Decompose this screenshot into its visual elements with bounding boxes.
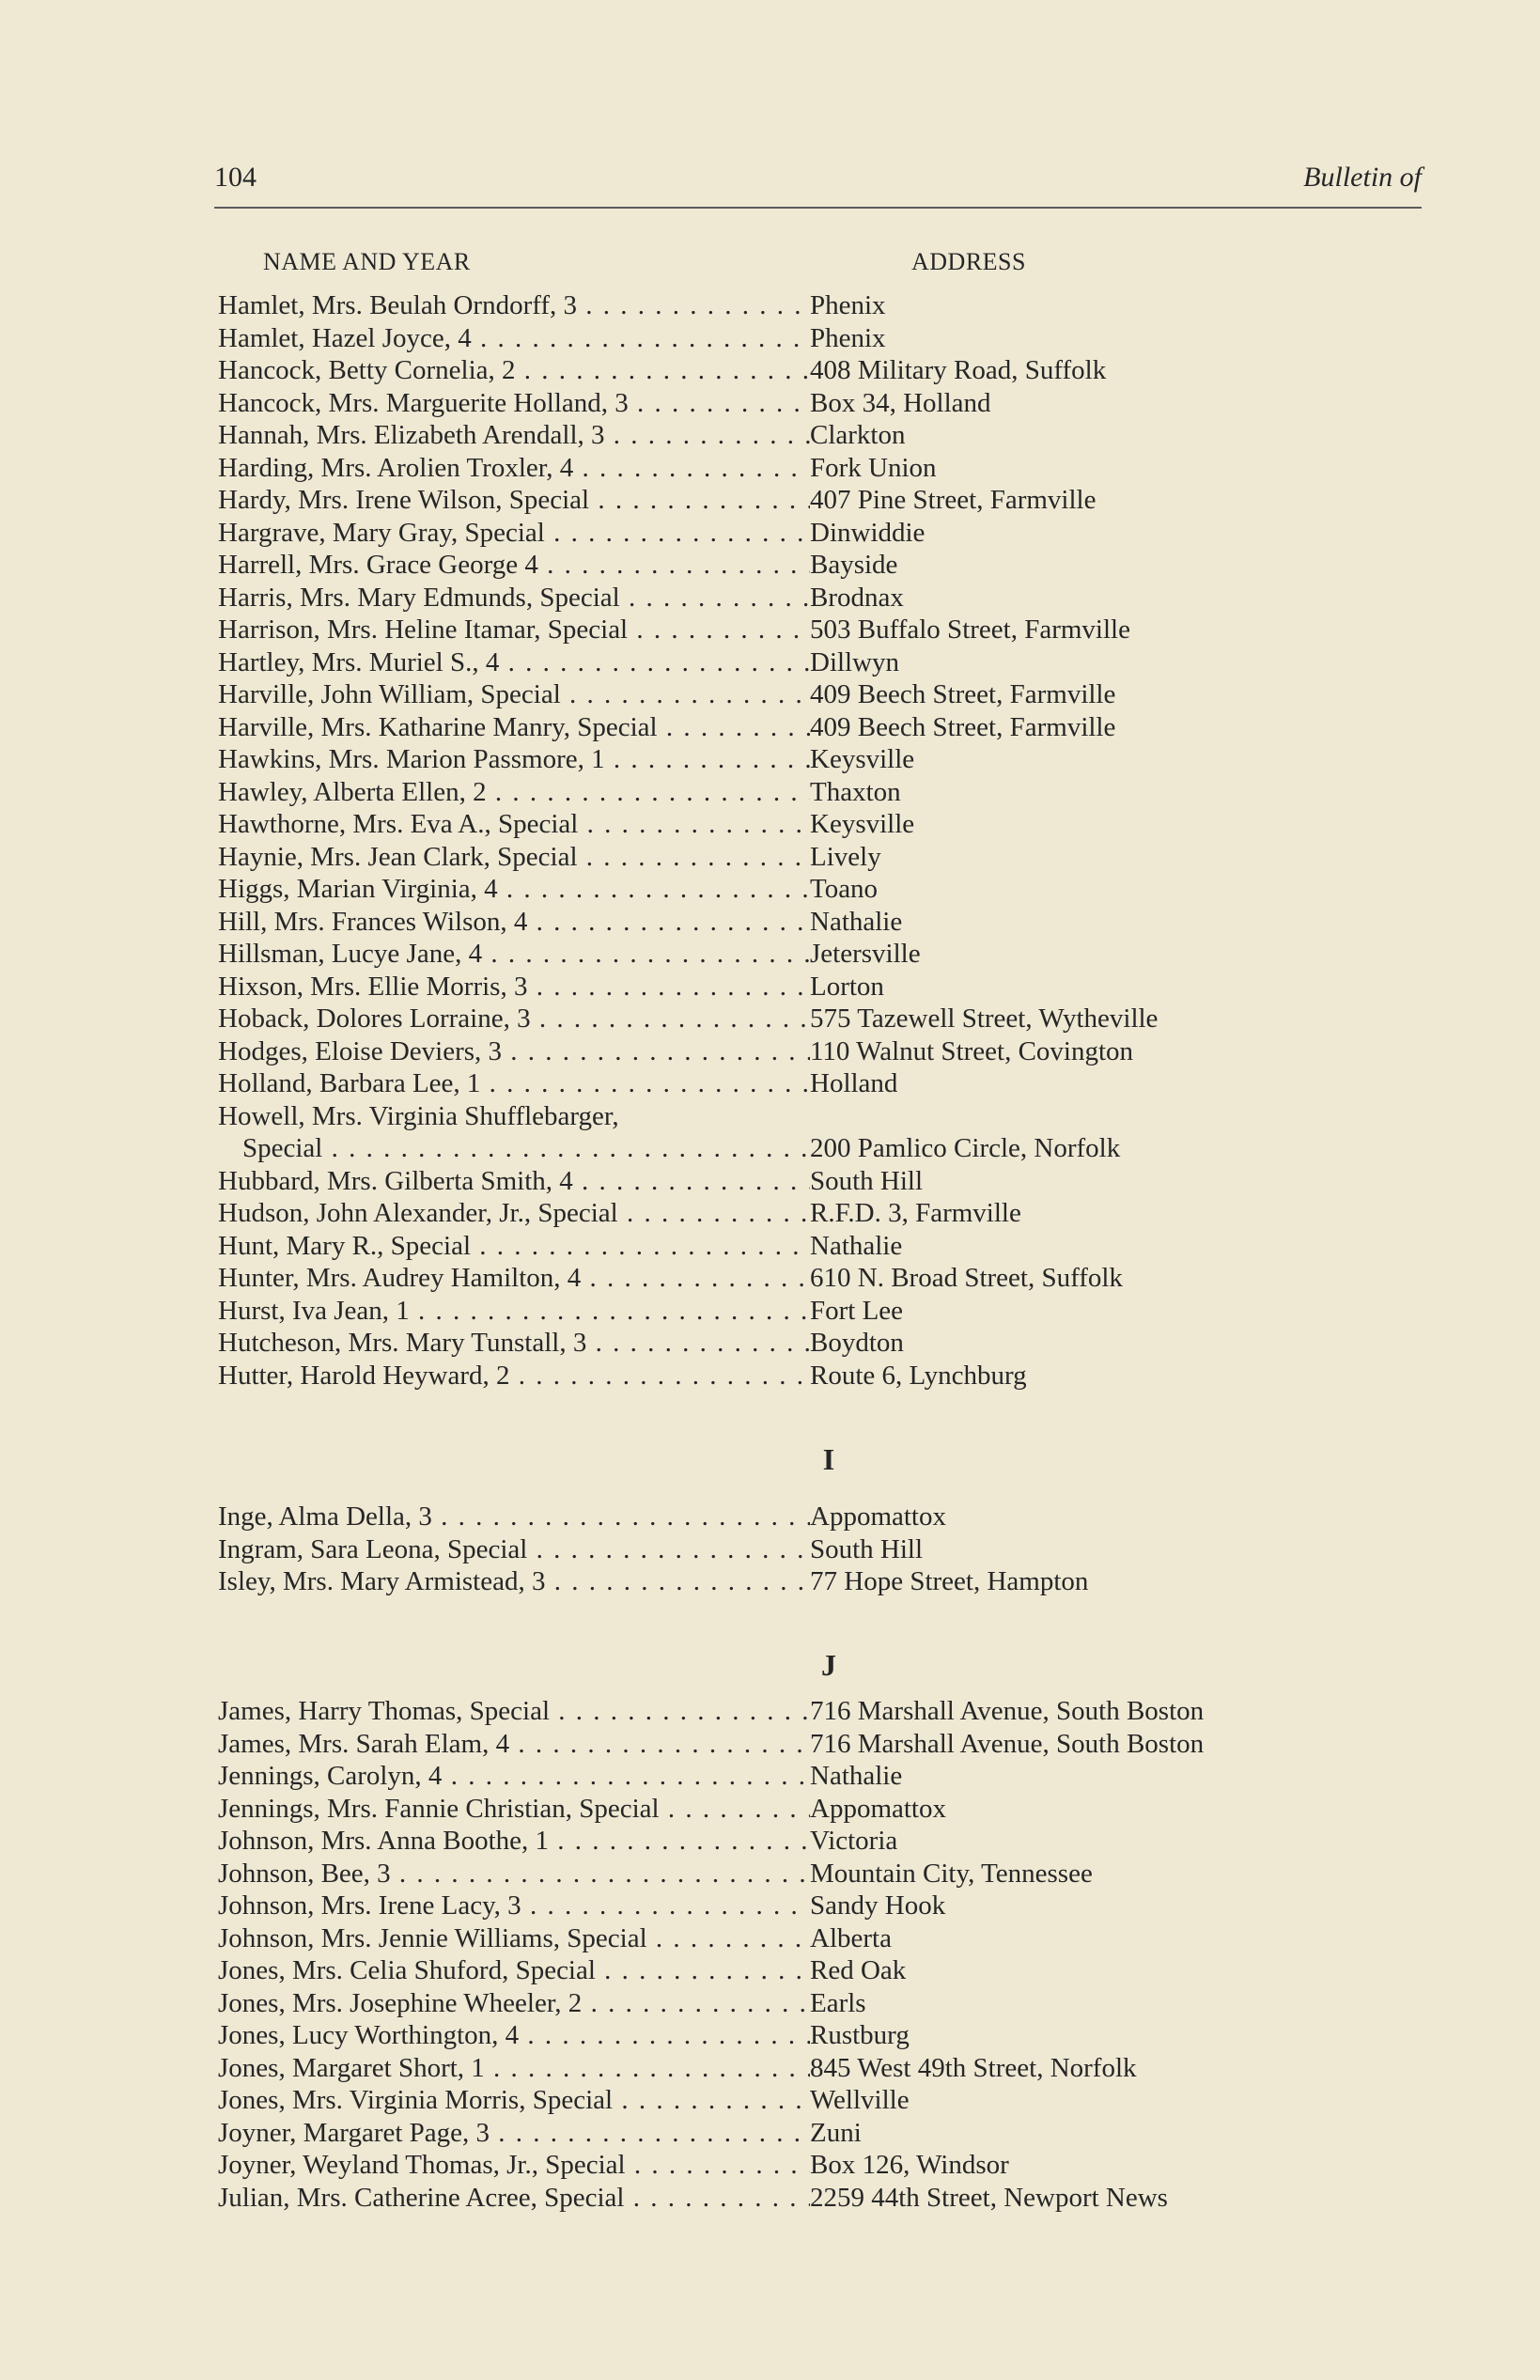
student-name: James, Mrs. Sarah Elam, 4 . . . [218, 1728, 810, 1761]
directory-entry [218, 452, 1439, 485]
directory-entry [218, 1197, 1439, 1230]
student-address: Dillwyn [810, 646, 900, 677]
student-name: Jones, Lucy Worthington, 4 . . . [218, 2019, 810, 2052]
directory-entry [218, 484, 1439, 517]
student-name: Joyner, Weyland Thomas, Jr., Special . . . [218, 2149, 810, 2182]
student-name: Hamlet, Hazel Joyce, 4 . . . [218, 322, 810, 355]
directory-entry [218, 2182, 1439, 2215]
student-name: Ingram, Sara Leona, Special . . . [218, 1533, 810, 1566]
directory-entry [218, 776, 1439, 809]
student-name: Johnson, Mrs. Irene Lacy, 3 . . . [218, 1890, 810, 1922]
student-address: Thaxton [810, 776, 901, 807]
directory-entry [218, 1890, 1439, 1922]
address-column-header: ADDRESS [911, 248, 1026, 275]
student-address: 407 Pine Street, Farmville [810, 485, 1097, 515]
student-address: Jetersville [810, 939, 921, 969]
directory-entry [218, 1987, 1439, 2020]
student-name: Hutter, Harold Heyward, 2 . . . [218, 1360, 810, 1392]
student-address: Keysville [810, 809, 915, 839]
entry-list [218, 1695, 1439, 2214]
student-name: Higgs, Marian Virginia, 4 . . . [218, 873, 810, 906]
student-address: Sandy Hook [810, 1890, 946, 1921]
student-name: Jones, Mrs. Virginia Morris, Special . . . [218, 2084, 810, 2117]
student-name: Hunter, Mrs. Audrey Hamilton, 4 . . . [218, 1262, 810, 1295]
student-address: Mountain City, Tennessee [810, 1858, 1093, 1889]
section-letter: J [821, 1648, 836, 1682]
directory-entry [218, 2019, 1439, 2052]
student-name: Johnson, Mrs. Jennie Williams, Special . . . [218, 1922, 810, 1955]
student-address: Boydton [810, 1328, 904, 1358]
student-address: 575 Tazewell Street, Wytheville [810, 1003, 1159, 1034]
student-address: 845 West 49th Street, Norfolk [810, 2052, 1137, 2083]
directory-entry [218, 1695, 1439, 1728]
directory-entry [218, 1327, 1439, 1360]
student-name: Joyner, Margaret Page, 3 . . . [218, 2117, 810, 2150]
directory-entry [218, 1728, 1439, 1761]
student-name: Hixson, Mrs. Ellie Morris, 3 . . . [218, 971, 810, 1003]
directory-entry [218, 322, 1439, 355]
student-address: South Hill [810, 1533, 924, 1564]
student-name: Johnson, Mrs. Anna Boothe, 1 . . . [218, 1825, 810, 1858]
student-name: Hubbard, Mrs. Gilberta Smith, 4 . . . [218, 1165, 810, 1198]
student-name: Hodges, Eloise Deviers, 3 . . . [218, 1035, 810, 1068]
directory-entry [218, 1035, 1439, 1068]
student-address: Phenix [810, 290, 886, 320]
student-address: Toano [810, 874, 879, 904]
directory-entry [218, 1003, 1439, 1035]
entry-list [218, 1501, 1439, 1598]
student-address: 610 N. Broad Street, Suffolk [810, 1263, 1123, 1293]
student-name: Hutcheson, Mrs. Mary Tunstall, 3 . . . [218, 1327, 810, 1360]
directory-entry [218, 1360, 1439, 1392]
student-address: 409 Beech Street, Farmville [810, 679, 1116, 709]
student-address: Dinwiddie [810, 517, 926, 548]
student-address: Brodnax [810, 582, 904, 613]
directory-entry [218, 1100, 1439, 1165]
student-address: Lively [810, 841, 881, 872]
student-name: Harville, Mrs. Katharine Manry, Special . . . [218, 711, 810, 744]
directory-entry [218, 2084, 1439, 2117]
student-address: Box 126, Windsor [810, 2150, 1009, 2180]
student-address: 716 Marshall Avenue, South Boston [810, 1728, 1205, 1759]
student-address: Red Oak [810, 1955, 907, 1985]
directory-entry [218, 873, 1439, 906]
student-name: Hurst, Iva Jean, 1 . . . [218, 1295, 810, 1328]
directory-entry [218, 1262, 1439, 1295]
directory-entry [218, 614, 1439, 646]
directory-entry [218, 1793, 1439, 1826]
student-name: Hartley, Mrs. Muriel S., 4 . . . [218, 646, 810, 679]
student-address: Earls [810, 1987, 866, 2018]
student-name: Inge, Alma Della, 3 . . . [218, 1501, 810, 1533]
student-address: R.F.D. 3, Farmville [810, 1198, 1021, 1228]
student-address: 110 Walnut Street, Covington [810, 1035, 1134, 1066]
student-name: Hancock, Mrs. Marguerite Holland, 3 . . . [218, 387, 810, 420]
directory-entry [218, 1760, 1439, 1793]
entry-list [218, 289, 1439, 1392]
directory-entry [218, 354, 1439, 387]
student-address: Nathalie [810, 1761, 903, 1791]
directory-entry [218, 1067, 1439, 1100]
directory-entry [218, 419, 1439, 452]
directory-entry [218, 808, 1439, 841]
directory-entry [218, 517, 1439, 550]
student-name: Hawthorne, Mrs. Eva A., Special . . . [218, 808, 810, 841]
student-name: Hillsman, Lucye Jane, 4 . . . [218, 938, 810, 971]
student-name: Jennings, Carolyn, 4 . . . [218, 1760, 810, 1793]
student-name: Hudson, John Alexander, Jr., Special . . . [218, 1197, 810, 1230]
student-name: Harding, Mrs. Arolien Troxler, 4 . . . [218, 452, 810, 485]
directory-entry [218, 1165, 1439, 1198]
student-address: Nathalie [810, 906, 903, 937]
student-name: Hill, Mrs. Frances Wilson, 4 . . . [218, 906, 810, 939]
student-name: Hunt, Mary R., Special . . . [218, 1230, 810, 1263]
directory-entry [218, 906, 1439, 939]
directory-entry [218, 1954, 1439, 1987]
student-name: Harville, John William, Special . . . [218, 678, 810, 711]
student-address: Bayside [810, 550, 898, 580]
student-address: Lorton [810, 971, 884, 1002]
page-number: 104 [214, 162, 257, 193]
student-name: Hawkins, Mrs. Marion Passmore, 1 . . . [218, 743, 810, 776]
directory-entry [218, 971, 1439, 1003]
student-address: Victoria [810, 1826, 898, 1856]
student-address: 716 Marshall Avenue, South Boston [810, 1696, 1205, 1726]
student-name: Jennings, Mrs. Fannie Christian, Special . . . [218, 1793, 810, 1826]
student-name: Hoback, Dolores Lorraine, 3 . . . [218, 1003, 810, 1035]
student-address: Appomattox [810, 1501, 946, 1532]
student-address: Phenix [810, 322, 886, 353]
student-address: Fork Union [810, 452, 937, 483]
student-name: Howell, Mrs. Virginia Shufflebarger, [218, 1100, 619, 1131]
name-column-header: NAME AND YEAR [263, 248, 471, 275]
student-name: Harrison, Mrs. Heline Itamar, Special . . . [218, 614, 810, 646]
student-address: 77 Hope Street, Hampton [810, 1566, 1089, 1596]
student-address: 200 Pamlico Circle, Norfolk [810, 1133, 1121, 1163]
student-name: Hawley, Alberta Ellen, 2 . . . [218, 776, 810, 809]
directory-entry [218, 1230, 1439, 1263]
student-name: Haynie, Mrs. Jean Clark, Special . . . [218, 841, 810, 874]
student-name: Jones, Mrs. Celia Shuford, Special . . . [218, 1954, 810, 1987]
directory-entry [218, 2052, 1439, 2085]
student-name: Hamlet, Mrs. Beulah Orndorff, 3 . . . [218, 289, 810, 322]
student-name: James, Harry Thomas, Special . . . [218, 1695, 810, 1728]
student-address: Route 6, Lynchburg [810, 1360, 1027, 1391]
student-status: Special . . . [218, 1132, 810, 1165]
section-letter: I [822, 1442, 835, 1476]
directory-entry [218, 841, 1439, 874]
student-name: Hardy, Mrs. Irene Wilson, Special . . . [218, 484, 810, 517]
student-name: Hannah, Mrs. Elizabeth Arendall, 3 . . . [218, 419, 810, 452]
directory-entry [218, 711, 1439, 744]
student-address: Zuni [810, 2117, 862, 2148]
student-name: Harris, Mrs. Mary Edmunds, Special . . . [218, 582, 810, 614]
student-name: Jones, Mrs. Josephine Wheeler, 2 . . . [218, 1987, 810, 2020]
directory-entry [218, 1922, 1439, 1955]
page-header [214, 162, 1422, 209]
student-address: 503 Buffalo Street, Farmville [810, 614, 1130, 645]
student-address: Appomattox [810, 1793, 946, 1824]
student-name: Isley, Mrs. Mary Armistead, 3 . . . [218, 1565, 810, 1598]
student-address: 2259 44th Street, Newport News [810, 2182, 1168, 2213]
student-name: Julian, Mrs. Catherine Acree, Special . . . [218, 2182, 810, 2215]
column-headers [263, 248, 1297, 282]
directory-entry [218, 1858, 1439, 1890]
directory-entry [218, 289, 1439, 322]
directory-entry [218, 1565, 1439, 1598]
student-name: Harrell, Mrs. Grace George 4 . . . [218, 549, 810, 582]
student-address: 409 Beech Street, Farmville [810, 711, 1116, 742]
student-address: Keysville [810, 744, 915, 774]
student-name: Johnson, Bee, 3 . . . [218, 1858, 810, 1890]
directory-entry [218, 743, 1439, 776]
student-address: Fort Lee [810, 1295, 904, 1326]
directory-entry [218, 1533, 1439, 1566]
directory-entry [218, 1501, 1439, 1533]
student-address: Alberta [810, 1922, 892, 1953]
student-address: Nathalie [810, 1230, 903, 1261]
directory-entry [218, 1295, 1439, 1328]
directory-entry [218, 646, 1439, 679]
student-name: Hancock, Betty Cornelia, 2 . . . [218, 354, 810, 387]
directory-entry [218, 678, 1439, 711]
directory-entry [218, 549, 1439, 582]
student-address: 408 Military Road, Suffolk [810, 355, 1107, 385]
student-address: Clarkton [810, 420, 906, 450]
student-address: Rustburg [810, 2020, 910, 2050]
student-address: South Hill [810, 1165, 924, 1196]
directory-entry [218, 2149, 1439, 2182]
student-address: Wellville [810, 2085, 910, 2115]
directory-entry [218, 582, 1439, 614]
directory-entry [218, 387, 1439, 420]
directory-entry [218, 2117, 1439, 2150]
student-address: Box 34, Holland [810, 387, 991, 418]
student-address: Holland [810, 1068, 898, 1098]
directory-entry [218, 1825, 1439, 1858]
student-name: Hargrave, Mary Gray, Special . . . [218, 517, 810, 550]
running-title: Bulletin of [1303, 162, 1422, 193]
student-name: Holland, Barbara Lee, 1 . . . [218, 1067, 810, 1100]
student-name: Jones, Margaret Short, 1 . . . [218, 2052, 810, 2085]
directory-entry [218, 938, 1439, 971]
